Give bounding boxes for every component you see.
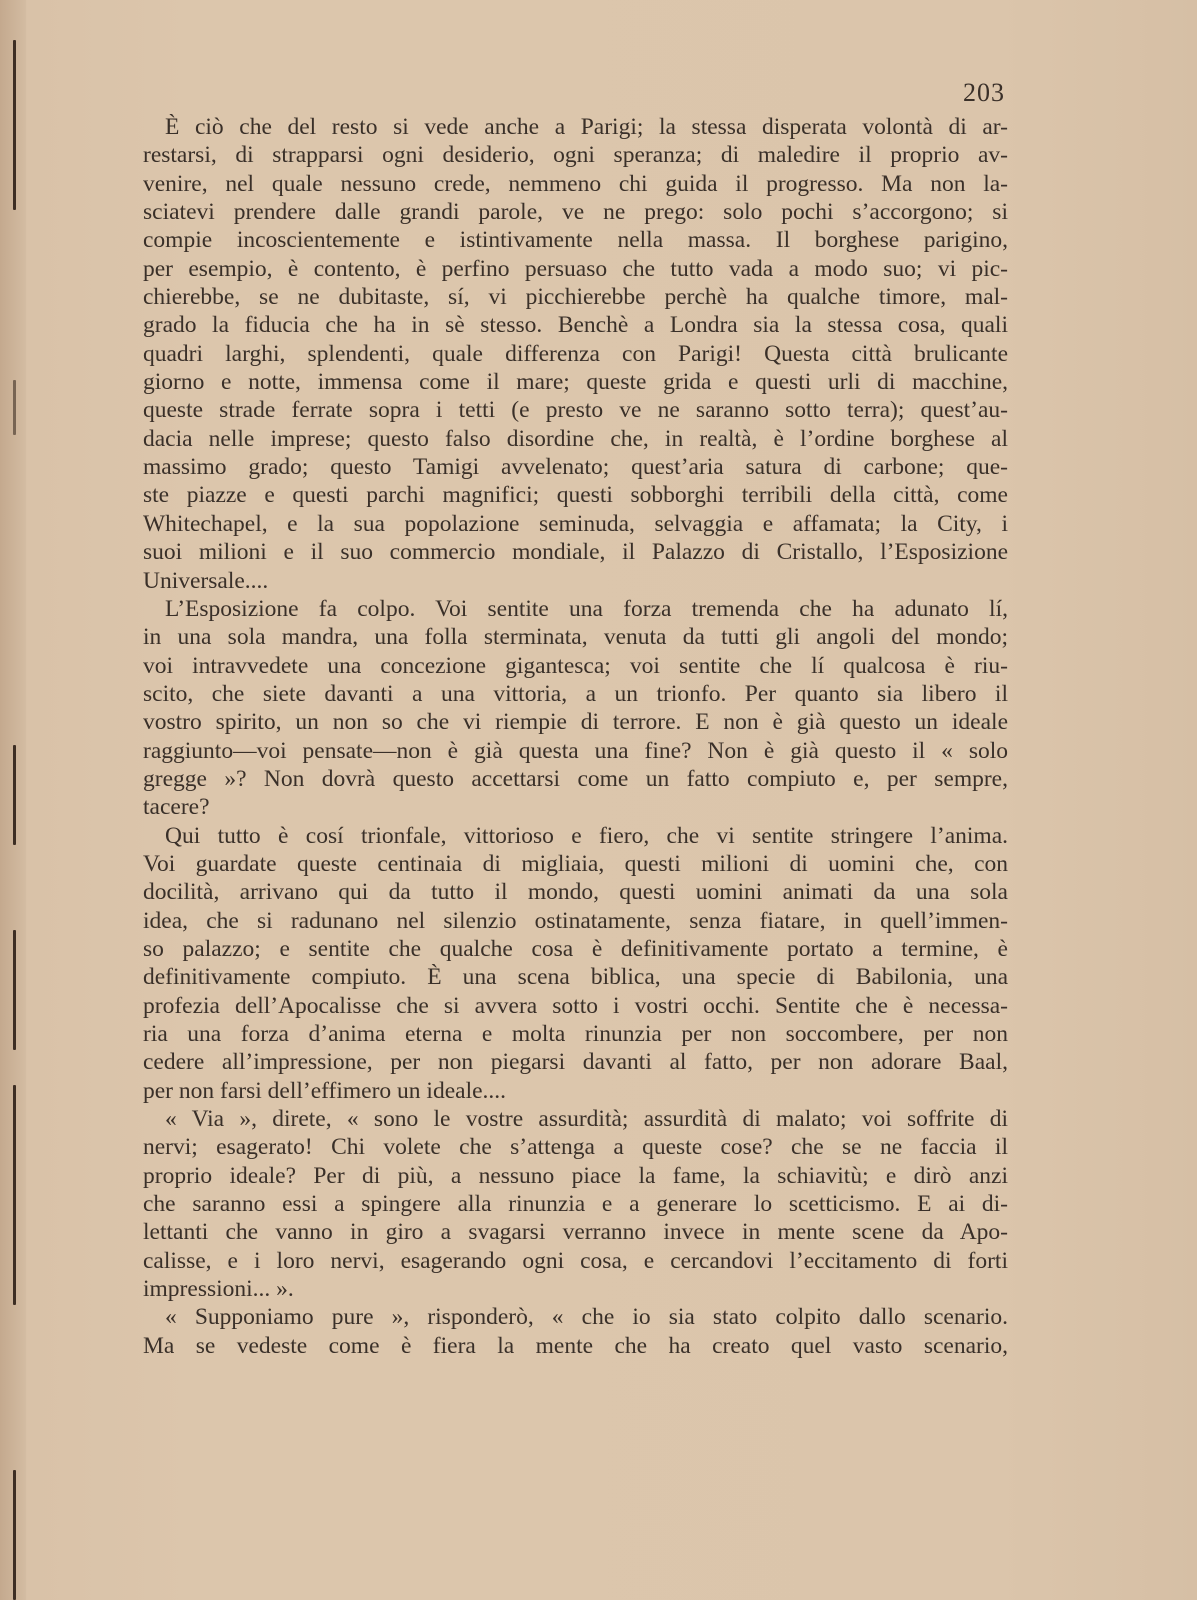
text-line: L’Esposizione fa colpo. Voi sentite una forza tremenda che ha adunato lí,: [165, 595, 1008, 622]
text-line: queste strade ferrate sopra i tetti (e presto ve ne saranno sotto terra); quest’au-: [143, 397, 1008, 424]
text-line: ste piazze e questi parchi magnifici; questi sobborghi terribili della città, come: [143, 482, 1008, 509]
binding-stitch: [13, 745, 16, 845]
text-line: restarsi, di strapparsi ogni desiderio, ogni speranza; di maledire il proprio av-: [143, 142, 1008, 169]
binding-stitch: [13, 930, 16, 1050]
text-line: per non farsi dell’effimero un ideale....: [143, 1077, 507, 1104]
text-line: grado la fiducia che ha in sè stesso. Benchè a Londra sia la stessa cosa, quali: [143, 312, 1008, 339]
text-line: che saranno essi a spingere alla rinunzia e a generare lo scetticismo. E ai di-: [143, 1191, 1008, 1218]
binding-stitch: [13, 40, 16, 210]
text-line: in una sola mandra, una folla sterminata, venuta da tutti gli angoli del mondo;: [143, 624, 1008, 651]
text-line: idea, che si radunano nel silenzio ostinatamente, senza fiatare, in quell’immen-: [143, 907, 1008, 934]
paragraph: [143, 595, 1008, 822]
paragraph: [143, 822, 1008, 1105]
binding-stitch: [13, 1085, 16, 1305]
text-line: vostro spirito, un non so che vi riempie di terrore. E non è già questo un ideale: [143, 709, 1008, 736]
text-line: compie incoscientemente e istintivamente nella massa. Il borghese parigino,: [143, 227, 1008, 254]
text-line: Qui tutto è cosí trionfale, vittorioso e fiero, che vi sentite stringere l’anima.: [165, 822, 1008, 849]
binding-edge: [0, 0, 26, 1600]
text-line: voi intravvedete una concezione gigantesca; voi sentite che lí qualcosa è riu-: [143, 652, 1008, 679]
text-line: Ma se vedeste come è fiera la mente che ha creato quel vasto scenario,: [143, 1332, 1008, 1359]
text-line: venire, nel quale nessuno crede, nemmeno chi guida il progresso. Ma non la-: [143, 170, 1008, 197]
binding-stitch: [13, 380, 16, 435]
text-line: dacia nelle imprese; questo falso disordine che, in realtà, è l’ordine borghese al: [143, 425, 1008, 452]
text-line: cedere all’impressione, per non piegarsi davanti al fatto, per non adorare Baal,: [143, 1049, 1008, 1076]
text-line: « Supponiamo pure », risponderò, « che io sia stato colpito dallo scenario.: [165, 1304, 1008, 1331]
text-line: massimo grado; questo Tamigi avvelenato; quest’aria satura di carbone; que-: [143, 454, 1008, 481]
text-line: impressioni... ».: [143, 1276, 294, 1303]
text-line: proprio ideale? Per di più, a nessuno piace la fame, la schiavitù; e dirò anzi: [143, 1162, 1008, 1189]
text-line: tacere?: [143, 794, 210, 821]
text-line: quadri larghi, splendenti, quale differenza con Parigi! Questa città brulicante: [143, 340, 1008, 367]
page-number: 203: [963, 78, 1005, 107]
text-line: Whitechapel, e la sua popolazione seminuda, selvaggia e affamata; la City, i: [143, 510, 1008, 537]
paragraph: [143, 1105, 1008, 1303]
text-line: sciatevi prendere dalle grandi parole, ve ne prego: solo pochi s’accorgono; si: [143, 199, 1008, 226]
text-line: so palazzo; e sentite che qualche cosa è definitivamente portato a termine, è: [143, 935, 1008, 962]
text-line: gregge »? Non dovrà questo accettarsi come un fatto compiuto e, per sempre,: [143, 765, 1008, 792]
paragraph: [143, 113, 1008, 595]
text-line: raggiunto—voi pensate—non è già questa una fine? Non è già questo il « solo: [143, 737, 1008, 764]
body-text: [143, 113, 1008, 1360]
text-line: nervi; esagerato! Chi volete che s’attenga a queste cose? che se ne faccia il: [143, 1134, 1008, 1161]
text-line: lettanti che vanno in giro a svagarsi verranno invece in mente scene da Apo-: [143, 1219, 1008, 1246]
text-line: per esempio, è contento, è perfino persuaso che tutto vada a modo suo; vi pic-: [143, 255, 1008, 282]
text-line: profezia dell’Apocalisse che si avvera sotto i vostri occhi. Sentite che è necessa-: [143, 992, 1008, 1019]
text-line: È ciò che del resto si vede anche a Parigi; la stessa disperata volontà di ar-: [165, 114, 1008, 140]
text-line: scito, che siete davanti a una vittoria, a un trionfo. Per quanto sia libero il: [143, 680, 1008, 707]
binding-stitch: [13, 1470, 16, 1600]
text-line: giorno e notte, immensa come il mare; queste grida e questi urli di macchine,: [143, 369, 1008, 396]
text-line: ria una forza d’anima eterna e molta rinunzia per non soccombere, per non: [143, 1021, 1008, 1047]
text-line: Universale....: [143, 567, 269, 594]
text-line: Voi guardate queste centinaia di migliaia, questi milioni di uomini che, con: [143, 850, 1008, 877]
text-line: docilità, arrivano qui da tutto il mondo, questi uomini animati da una sola: [143, 879, 1008, 906]
text-line: suoi milioni e il suo commercio mondiale, il Palazzo di Cristallo, l’Esposizione: [143, 539, 1008, 566]
text-line: calisse, e i loro nervi, esagerando ogni cosa, e cercandovi l’eccitamento di forti: [143, 1247, 1008, 1274]
paragraph: [143, 1303, 1008, 1360]
text-line: chierebbe, se ne dubitaste, sí, vi picchierebbe perchè ha qualche timore, mal-: [143, 284, 1008, 311]
text-line: « Via », direte, « sono le vostre assurdità; assurdità di malato; voi soffrite di: [165, 1106, 1008, 1133]
text-line: definitivamente compiuto. È una scena biblica, una specie di Babilonia, una: [143, 964, 1008, 991]
